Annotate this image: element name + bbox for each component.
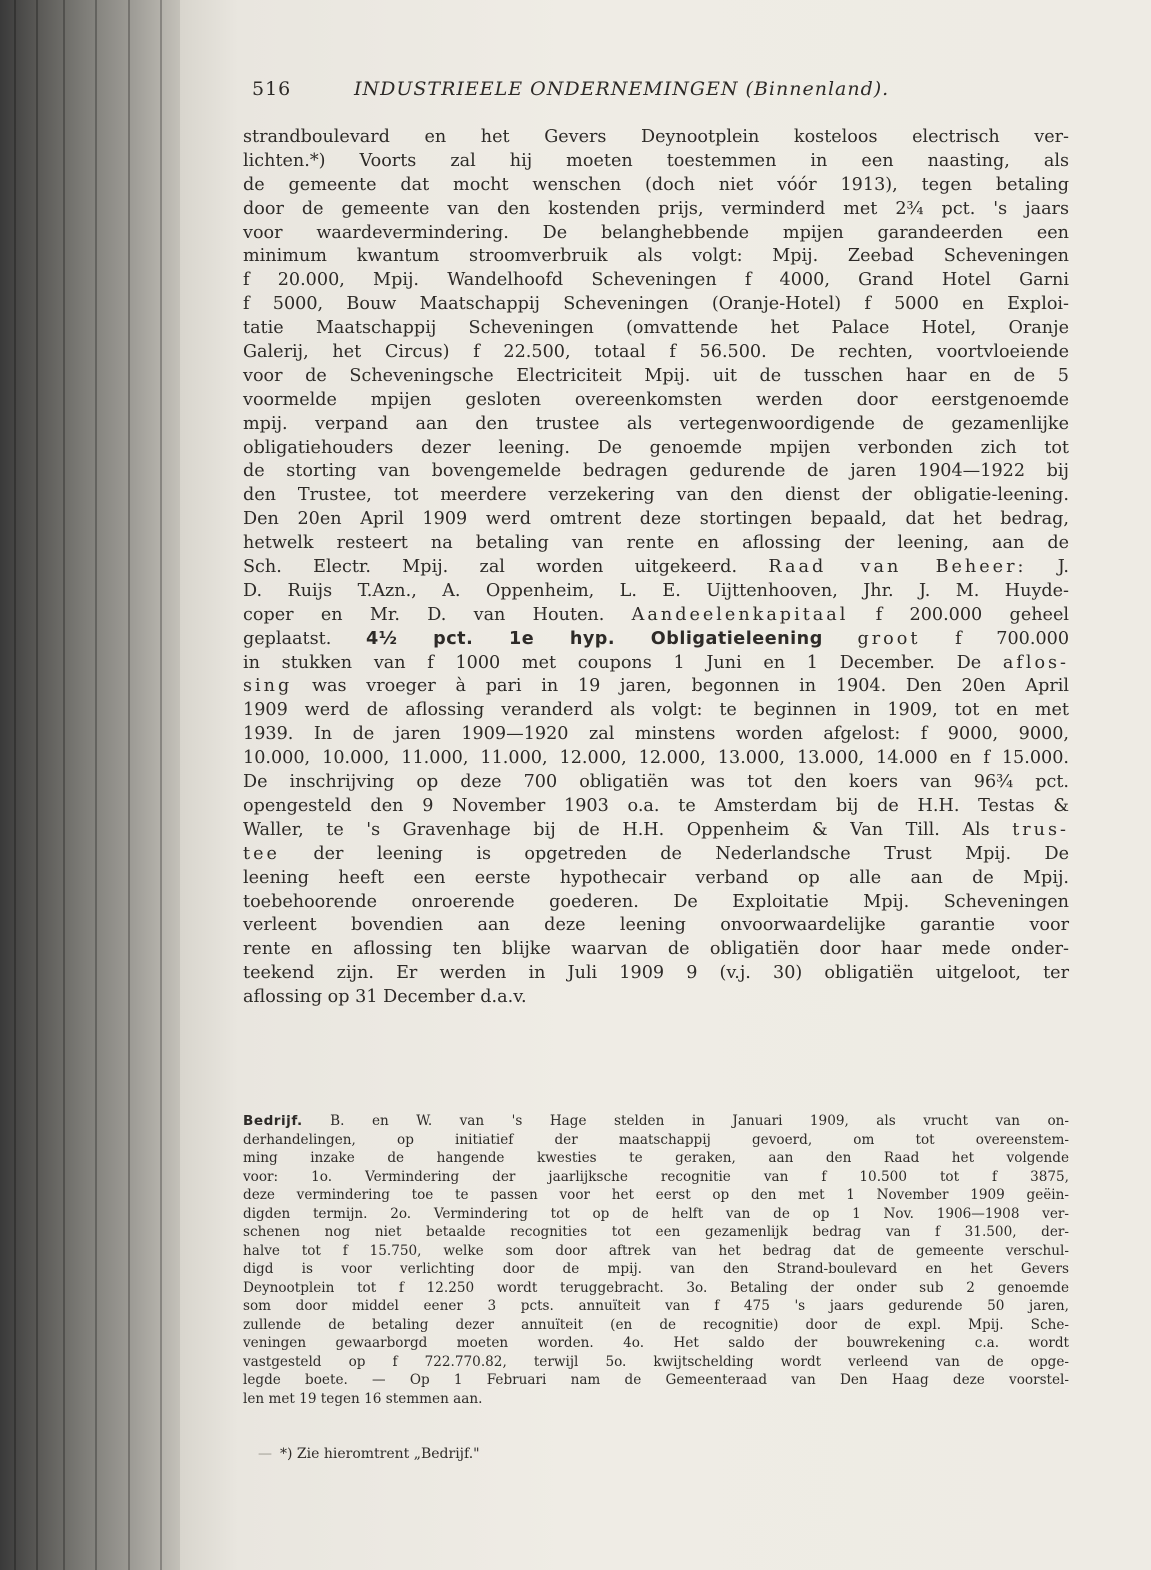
text-line: minimum kwantum stroomverbruik als volgt: Mpij. Zeebad Scheveningen [243, 246, 1069, 267]
text-line: Sch. Electr. Mpij. zal worden uitgekeerd. Raad van Beheer: J. [243, 557, 1069, 578]
trustee-heading: trus- [1012, 819, 1069, 840]
text-line: De inschrijving op deze 700 obligatiën was tot den koers van 96¾ pct. [243, 772, 1069, 793]
text-line: den Trustee, tot meerdere verzekering van den dienst der obligatie-leening. [243, 485, 1069, 506]
text-line: aflossing op 31 December d.a.v. [243, 987, 527, 1008]
small-text-line: Deynootplein tot f 12.250 wordt teruggebracht. 3o. Betaling der onder sub 2 genoemde [243, 1279, 1069, 1296]
text-line: obligatiehouders dezer leening. De genoemde mpijen verbonden zich tot [243, 437, 1069, 458]
text-line: 1939. In de jaren 1909—1920 zal minstens worden afgelost: f 9000, 9000, [243, 724, 1069, 745]
text-line: de gemeente dat mocht wenschen (doch niet vóór 1913), tegen betaling [243, 174, 1069, 195]
small-text-line: digd is voor verlichting door de mpij. van den Strand-boulevard en het Gevers [243, 1261, 1069, 1277]
footnote-text: *) Zie hieromtrent „Bedrijf." [280, 1446, 480, 1462]
text-line: voormelde mpijen gesloten overeenkomsten werden door eerstgenoemde [243, 389, 1069, 410]
small-text-line: schenen nog niet betaalde recognities tot een gezamenlijk bedrag van f 31.500, der- [243, 1224, 1069, 1240]
board-heading: Raad van Beheer: [768, 557, 1027, 578]
text-line: Waller, te 's Gravenhage bij de H.H. Oppenheim & Van Till. Als trus- [243, 819, 1069, 840]
page-title: INDUSTRIEELE ONDERNEMINGEN (Binnenland). [354, 78, 890, 100]
repayment-heading: sing [243, 676, 293, 697]
text-line: D. Ruijs T.Azn., A. Oppenheim, L. E. Uijttenhooven, Jhr. J. M. Huyde- [243, 580, 1069, 601]
small-text-line: len met 19 tegen 16 stemmen aan. [243, 1390, 483, 1407]
text-line: voor de Scheveningsche Electriciteit Mpij. uit de tusschen haar en de 5 [243, 365, 1069, 386]
text-line: geplaatst. 4½ pct. 1e hyp. Obligatieleening groot f 700.000 [243, 628, 1070, 649]
text-line: opengesteld den 9 November 1903 o.a. te Amsterdam bij de H.H. Testas & [243, 795, 1069, 816]
text-line: sing was vroeger à pari in 19 jaren, begonnen in 1904. Den 20en April [243, 676, 1069, 697]
small-text-line: zullende de betaling dezer annuïteit (en de recognitie) door de expl. Mpij. Sche- [243, 1316, 1069, 1333]
text-line: Den 20en April 1909 werd omtrent deze stortingen bepaald, dat het bedrag, [243, 509, 1069, 530]
text-line: 1909 werd de aflossing veranderd als volgt: te beginnen in 1909, tot en met [243, 700, 1069, 721]
text-line: strandboulevard en het Gevers Deynootplein kosteloos electrisch ver- [243, 127, 1069, 147]
small-text-line: deze vermindering toe te passen voor het eerst op den met 1 November 1909 geëin- [243, 1187, 1069, 1203]
small-text-line: halve tot f 15.750, welke som door aftrek van het bedrag dat de gemeente verschul- [243, 1242, 1069, 1259]
text-line: voor waardevermindering. De belanghebbende mpijen garandeerden een [243, 222, 1069, 243]
text-line: lichten.*) Voorts zal hij moeten toestemmen in een naasting, als [243, 150, 1069, 171]
text-line: in stukken van f 1000 met coupons 1 Juni en 1 December. De aflos- [243, 652, 1070, 673]
running-header [252, 78, 1032, 108]
text-line: tee der leening is opgetreden de Nederlandsche Trust Mpij. De [243, 843, 1070, 864]
main-text [243, 126, 1069, 1010]
text-line: rente en aflossing ten blijke waarvan de obligatiën door haar mede onder- [243, 939, 1069, 960]
small-text-line: voor: 1o. Vermindering der jaarlijksche recognitie van f 10.500 tot f 3875, [243, 1168, 1069, 1185]
small-text-line: derhandelingen, op initiatief der maatschappij gevoerd, om tot overeenstem- [243, 1131, 1069, 1148]
text-line: coper en Mr. D. van Houten. Aandeelenkapitaal f 200.000 geheel [243, 604, 1070, 625]
text-line: Galerij, het Circus) f 22.500, totaal f 56.500. De rechten, voortvloeiende [243, 342, 1069, 363]
small-text-line: ming inzake de hangende kwesties te geraken, aan den Raad het volgende [243, 1150, 1069, 1166]
text-line: mpij. verpand aan den trustee als vertegenwoordigende de gezamenlijke [243, 413, 1069, 434]
text-line: teekend zijn. Er werden in Juli 1909 9 (v.j. 30) obligatiën uitgeloot, ter [243, 963, 1069, 984]
bedrijf-section [243, 1112, 1069, 1408]
page-number: 516 [252, 78, 292, 100]
small-text-line: vastgesteld op f 722.770.82, terwijl 5o. kwijtschelding wordt verleend van de opge- [243, 1353, 1069, 1370]
loan-heading: 4½ pct. 1e hyp. Obligatieleening [365, 628, 823, 649]
text-line: door de gemeente van den kostenden prijs, verminderd met 2¾ pct. 's jaars [243, 198, 1069, 219]
text-line: leening heeft een eerste hypothecair verband op alle aan de Mpij. [243, 867, 1069, 888]
capital-heading: Aandeelenkapitaal [631, 604, 849, 625]
small-text-line: Bedrijf. B. en W. van 's Hage stelden in Januari 1909, als vrucht van on- [243, 1113, 1069, 1129]
text-line: f 5000, Bouw Maatschappij Scheveningen (Oranje-Hotel) f 5000 en Exploi- [243, 294, 1069, 315]
text-line: 10.000, 10.000, 11.000, 11.000, 12.000, 12.000, 13.000, 13.000, 14.000 en f 15.000. [243, 748, 1069, 769]
text-line: de storting van bovengemelde bedragen gedurende de jaren 1904—1922 bij [243, 461, 1069, 482]
small-text-line: veningen gewaarborgd moeten worden. 4o. Het saldo der bouwrekening c.a. wordt [243, 1335, 1069, 1351]
text-line: tatie Maatschappij Scheveningen (omvattende het Palace Hotel, Oranje [243, 318, 1069, 339]
text-line: hetwelk resteert na betaling van rente en aflossing der leening, aan de [243, 533, 1069, 554]
text-line: f 20.000, Mpij. Wandelhoofd Scheveningen f 4000, Grand Hotel Garni [243, 270, 1069, 291]
small-text-line: digden termijn. 2o. Vermindering tot op de helft van de op 1 Nov. 1906—1908 ver- [243, 1205, 1069, 1222]
footnote [258, 1446, 480, 1462]
small-text-line: legde boete. — Op 1 Februari nam de Gemeenteraad van Den Haag deze voorstel- [243, 1372, 1069, 1388]
small-text-line: som door middel eener 3 pcts. annuïteit van f 475 's jaars gedurende 50 jaren, [243, 1298, 1069, 1314]
text-line: verleent bovendien aan deze leening onvoorwaardelijke garantie voor [243, 915, 1069, 936]
bedrijf-heading: Bedrijf. [243, 1113, 303, 1129]
text-line: toebehoorende onroerende goederen. De Exploitatie Mpij. Scheveningen [243, 891, 1069, 912]
footnote-dash: — [258, 1446, 272, 1462]
